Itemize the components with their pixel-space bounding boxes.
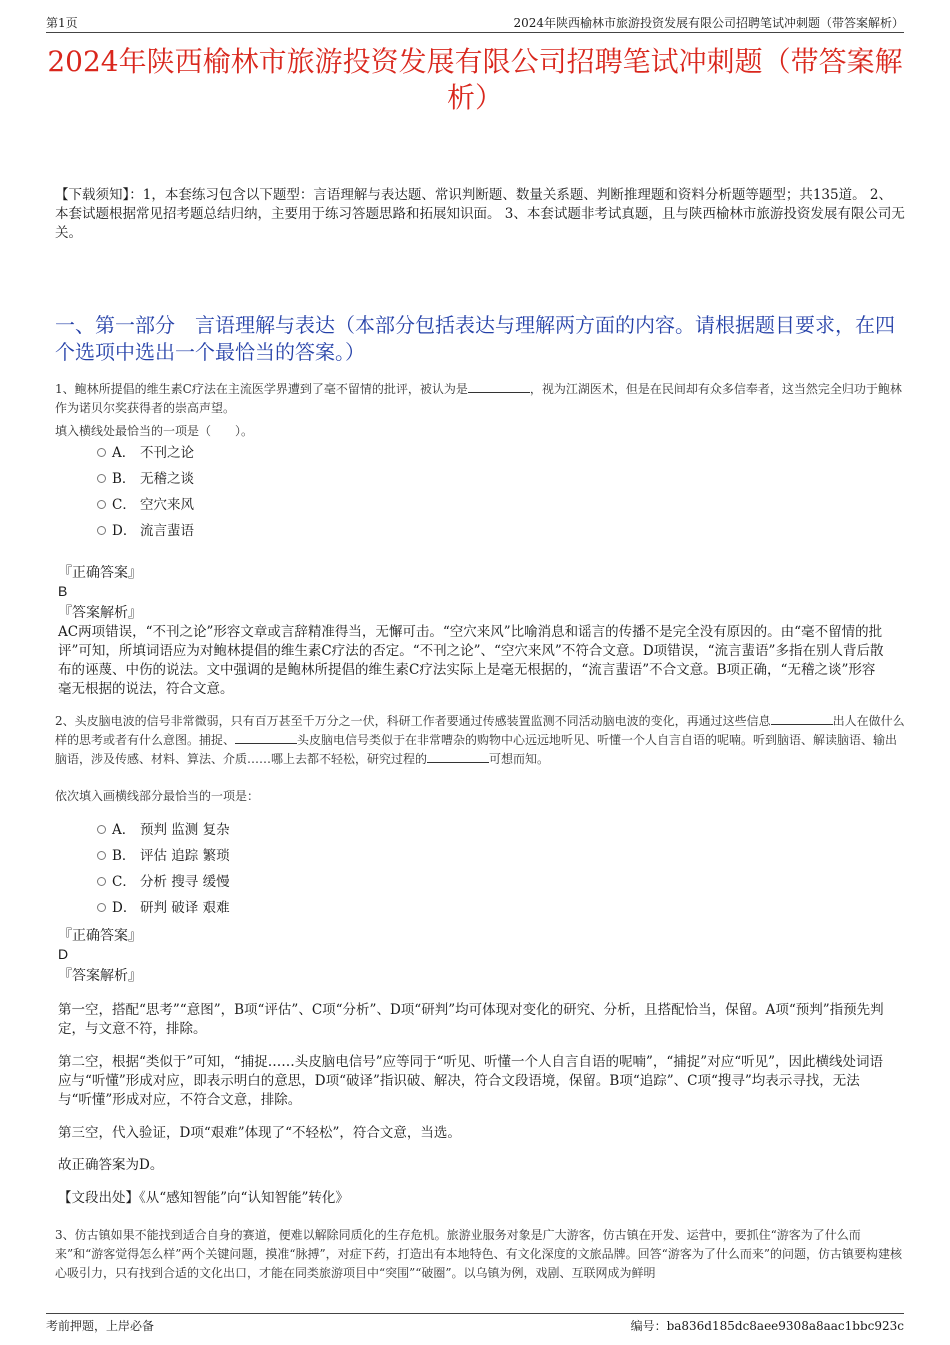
radio-icon[interactable] — [97, 825, 106, 834]
page-header — [46, 12, 904, 33]
q2-analysis-p3: 第三空，代入验证，D项“艰难”体现了“不轻松”，符合文意，当选。 — [58, 1125, 461, 1141]
q2-analysis-p2: 第二空，根据“类似于”可知，“捕捉……头皮脑电信号”应等同于“听见、听懂一个人自言自语的呢喃”，“捕捉”对应“听见”，因此横线处词语应与“听懂”形成对应，即表示明白的意思，D项“破译”指识破、解决，符合文段语境，保留。B项“追踪”、C项“搜寻”均表示寻找，无法与“听懂”形成对应，不符合文意，排除。 — [58, 1054, 884, 1108]
q1-correct-label: 『正确答案』 — [58, 565, 142, 581]
q1-option-b[interactable]: B． 无稽之谈 — [97, 469, 194, 489]
answer-blank — [771, 712, 833, 725]
q1-correct-answer: B — [58, 583, 68, 599]
question-1-prompt: 填入横线处最恰当的一项是（ ）。 — [55, 424, 254, 438]
answer-blank — [427, 750, 489, 763]
q1-analysis: AC两项错误，“不刊之论”形容文章或言辞精准得当，无懈可击。“空穴来风”比喻消息和谣言的传播不是完全没有原因的。由“毫不留情的批评”可知，所填词语应为对鲍林提倡的维生素C疗法的否定。“不刊之论”、“空穴来风”不符合文意。D项错误，“流言蜚语”多指在别人背后散布的诬蔑、中伤的说法。文中强调的是鲍林所提倡的维生素C疗法实际上是毫无根据的，“流言蜚语”不合文意。B项正确，“无稽之谈”形容毫无根据的说法，符合文意。 — [58, 624, 884, 697]
q2-option-c[interactable]: C． 分析 搜寻 缓慢 — [97, 872, 230, 892]
q2-analysis-p4: 故正确答案为D。 — [58, 1157, 164, 1173]
answer-blank — [468, 380, 530, 393]
question-2-stem: 2、头皮脑电波的信号非常微弱，只有百万甚至千万分之一伏，科研工作者要通过传感装置监测不同活动脑电波的变化，再通过这些信息 出人在做什么样的思考或者有什么意图。捕捉、 头皮脑电信号类似于在非常嘈杂的购物中心远远地听见、听懂一个人自言自语的呢喃。听到脑语、解读脑语、输出脑语，涉及传感、材料、算法、介质……哪上去都不轻松，研究过程的 可想而知。 — [55, 714, 905, 766]
radio-icon[interactable] — [97, 877, 106, 886]
q1-option-c[interactable]: C． 空穴来风 — [97, 495, 194, 515]
document-title: 2024年陕西榆林市旅游投资发展有限公司招聘笔试冲刺题（带答案解析） — [47, 45, 903, 114]
page-number: 第1页 — [46, 16, 78, 30]
q2-analysis-label: 『答案解析』 — [58, 968, 142, 984]
radio-icon[interactable] — [97, 903, 106, 912]
q2-correct-label: 『正确答案』 — [58, 928, 142, 944]
header-doc-title: 2024年陕西榆林市旅游投资发展有限公司招聘笔试冲刺题（带答案解析） — [513, 16, 904, 30]
footer-slogan: 考前押题，上岸必备 — [46, 1319, 155, 1333]
radio-icon[interactable] — [97, 474, 106, 483]
question-1-stem: 1、鲍林所提倡的维生素C疗法在主流医学界遭到了毫不留情的批评，被认为是 ，视为江湖医术，但是在民间却有众多信奉者，这当然完全归功于鲍林作为诺贝尔奖获得者的崇高声望。 — [55, 382, 902, 415]
q2-option-a[interactable]: A． 预判 监测 复杂 — [97, 820, 230, 840]
q1-option-a[interactable]: A． 不刊之论 — [97, 443, 194, 463]
section-title: 一、第一部分 言语理解与表达（本部分包括表达与理解两方面的内容。请根据题目要求，在四个选项中选出一个最恰当的答案。） — [55, 313, 895, 364]
footer-serial: 编号：ba836d185dc8aee9308a8aac1bbc923c — [630, 1319, 904, 1333]
q2-correct-answer: D — [58, 946, 69, 962]
q2-analysis-p1: 第一空，搭配“思考”“意图”，B项“评估”、C项“分析”、D项“研判”均可体现对变化的研究、分析，且搭配恰当，保留。A项“预判”指预先判定，与文意不符，排除。 — [58, 1002, 884, 1037]
question-2-prompt: 依次填入画横线部分最恰当的一项是： — [55, 789, 260, 803]
radio-icon[interactable] — [97, 851, 106, 860]
download-notice: 【下载须知】：1，本套练习包含以下题型：言语理解与表达题、常识判断题、数量关系题、判断推理题和资料分析题等题型；共135道。 2、本套试题根据常见招考题总结归纳，主要用于练习答题思路和拓展知识面。 3、本套试题非考试真题，且与陕西榆林市旅游投资发展有限公司无关。 — [55, 187, 905, 241]
q1-analysis-label: 『答案解析』 — [58, 605, 142, 621]
question-3-stem: 3、仿古镇如果不能找到适合自身的赛道，便难以解除同质化的生存危机。旅游业服务对象是广大游客，仿古镇在开发、运营中，要抓住“游客为了什么而来”和“游客觉得怎么样”两个关键问题，摸准“脉搏”，对症下药，打造出有本地特色、有文化深度的文旅品牌。回答“游客为了什么而来”的问题，仿古镇要构建核心吸引力，只有找到合适的文化出口，才能在同类旅游项目中“突围”“破圈”。以乌镇为例，戏剧、互联网成为鲜明 — [55, 1228, 902, 1280]
q1-option-d[interactable]: D． 流言蜚语 — [97, 521, 194, 541]
page-footer — [46, 1313, 904, 1336]
q2-option-b[interactable]: B． 评估 追踪 繁琐 — [97, 846, 230, 866]
radio-icon[interactable] — [97, 448, 106, 457]
answer-blank — [235, 731, 297, 744]
q2-source: 【文段出处】《从“感知智能”向“认知智能”转化》 — [58, 1190, 349, 1206]
radio-icon[interactable] — [97, 500, 106, 509]
q2-option-d[interactable]: D． 研判 破译 艰难 — [97, 898, 230, 918]
radio-icon[interactable] — [97, 526, 106, 535]
